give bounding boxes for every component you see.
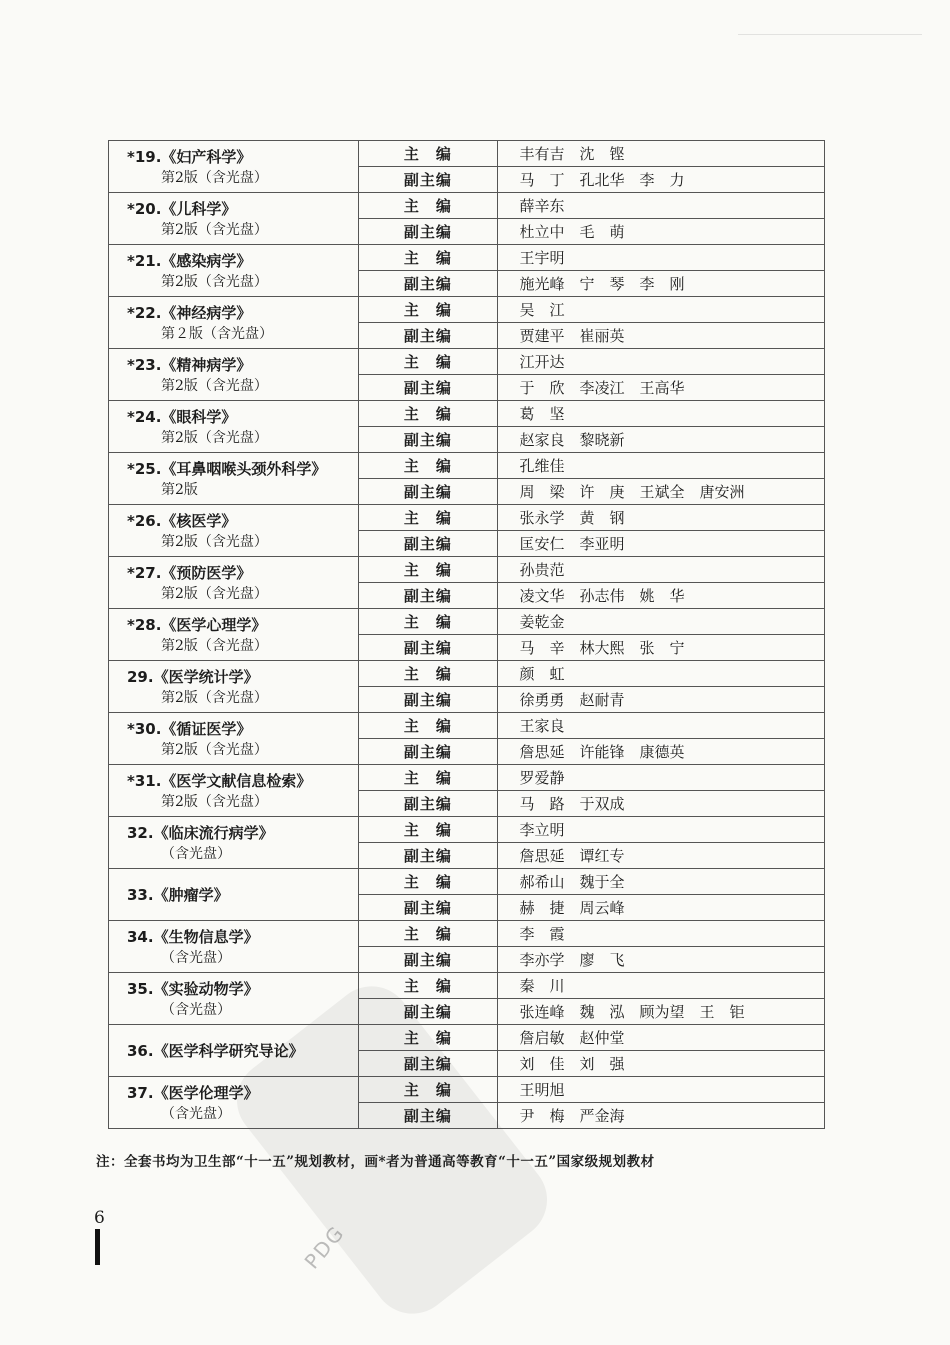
deputy-editor-label: 副主编 [359,583,497,609]
deputy-editor-names: 赵家良 黎晓新 [497,427,824,453]
book-edition: 第2版（含光盘） [161,741,268,758]
book-title-cell [109,297,359,349]
deputy-editor-label: 副主编 [359,167,497,193]
book-number: 35. [127,979,154,998]
table-row [109,297,825,323]
book-edition: 第2版（含光盘） [161,273,268,290]
chief-editor-names: 张永学 黄 钢 [497,505,824,531]
book-title: 《神经病学》 [161,303,252,322]
chief-editor-label: 主 编 [359,505,497,531]
chief-editor-names: 丰有吉 沈 铿 [497,141,824,167]
chief-editor-label: 主 编 [359,297,497,323]
deputy-editor-label: 副主编 [359,271,497,297]
table-row [109,713,825,739]
book-title-line [127,510,358,532]
book-edition: 第2版（含光盘） [161,169,268,186]
table-row [109,557,825,583]
chief-editor-names: 王明旭 [497,1077,824,1103]
table-row [109,765,825,791]
book-title-cell [109,817,359,869]
book-title-line [127,458,358,480]
book-title: 《生物信息学》 [153,927,259,946]
page-number: 6 [94,1208,105,1228]
book-number: *30. [127,719,162,738]
chief-editor-names: 王宇明 [497,245,824,271]
deputy-editor-label: 副主编 [359,843,497,869]
book-number: 37. [127,1083,154,1102]
book-title-cell [109,505,359,557]
book-title-cell [109,557,359,609]
book-title-cell [109,193,359,245]
table-row [109,1025,825,1051]
book-title-line [127,198,358,220]
chief-editor-names: 孔维佳 [497,453,824,479]
book-edition: 第2版（含光盘） [161,429,268,446]
book-title-line [127,406,358,428]
book-title-line [127,302,358,324]
table-row [109,193,825,219]
chief-editor-names: 詹启敏 赵仲堂 [497,1025,824,1051]
book-title-cell [109,609,359,661]
deputy-editor-label: 副主编 [359,427,497,453]
book-title-cell [109,921,359,973]
book-title: 《耳鼻咽喉头颈外科学》 [161,459,327,478]
book-title: 《妇产科学》 [161,147,252,166]
footnote: 注：全套书均为卫生部“十一五”规划教材，画*者为普通高等教育“十一五”国家级规划教材 [96,1154,655,1170]
chief-editor-label: 主 编 [359,245,497,271]
book-number: *28. [127,615,162,634]
chief-editor-label: 主 编 [359,557,497,583]
book-title: 《医学伦理学》 [153,1083,259,1102]
chief-editor-names: 葛 坚 [497,401,824,427]
deputy-editor-label: 副主编 [359,1103,497,1129]
book-number: *22. [127,303,162,322]
book-title-line [127,822,358,844]
book-number: *24. [127,407,162,426]
book-title: 《医学统计学》 [153,667,259,686]
chief-editor-label: 主 编 [359,609,497,635]
book-title-cell [109,349,359,401]
book-title-line [127,978,358,1000]
book-title: 《临床流行病学》 [153,823,274,842]
book-title-line [127,718,358,740]
table-row [109,245,825,271]
deputy-editor-names: 赫 捷 周云峰 [497,895,824,921]
book-title: 《眼科学》 [161,407,237,426]
book-edition: （含光盘） [161,845,231,862]
book-title-line [127,1082,358,1104]
chief-editor-names: 秦 川 [497,973,824,999]
header-rule [738,34,922,35]
chief-editor-label: 主 编 [359,453,497,479]
book-edition: 第2版（含光盘） [161,377,268,394]
book-number: *31. [127,771,162,790]
book-title-cell [109,141,359,193]
book-title-cell [109,973,359,1025]
book-title-line [127,562,358,584]
book-title-line [127,1040,358,1062]
deputy-editor-names: 施光峰 宁 琴 李 刚 [497,271,824,297]
book-number: *23. [127,355,162,374]
chief-editor-names: 郝希山 魏于全 [497,869,824,895]
book-title: 《实验动物学》 [153,979,259,998]
book-title: 《精神病学》 [161,355,252,374]
table-row [109,869,825,895]
book-title: 《医学文献信息检索》 [161,771,312,790]
table-row [109,401,825,427]
page-edge-bar [95,1229,100,1265]
deputy-editor-label: 副主编 [359,791,497,817]
table-row [109,141,825,167]
deputy-editor-names: 詹思延 谭红专 [497,843,824,869]
deputy-editor-names: 于 欣 李凌江 王高华 [497,375,824,401]
book-title: 《循证医学》 [161,719,252,738]
table-row [109,661,825,687]
chief-editor-label: 主 编 [359,869,497,895]
deputy-editor-label: 副主编 [359,687,497,713]
book-title-line [127,884,358,906]
book-title: 《医学科学研究导论》 [153,1041,304,1060]
deputy-editor-names: 周 梁 许 庚 王斌全 唐安洲 [497,479,824,505]
book-title: 《儿科学》 [161,199,237,218]
deputy-editor-label: 副主编 [359,531,497,557]
book-number: *21. [127,251,162,270]
chief-editor-label: 主 编 [359,193,497,219]
book-title-line [127,146,358,168]
deputy-editor-label: 副主编 [359,739,497,765]
book-number: *26. [127,511,162,530]
deputy-editor-label: 副主编 [359,219,497,245]
book-edition: （含光盘） [161,1001,231,1018]
book-title-cell [109,713,359,765]
deputy-editor-label: 副主编 [359,635,497,661]
book-title-line [127,926,358,948]
deputy-editor-names: 马 路 于双成 [497,791,824,817]
book-number: *25. [127,459,162,478]
deputy-editor-names: 杜立中 毛 萌 [497,219,824,245]
book-title-cell [109,869,359,921]
deputy-editor-names: 刘 佳 刘 强 [497,1051,824,1077]
book-title: 《预防医学》 [161,563,252,582]
book-title-cell [109,401,359,453]
book-number: 33. [127,885,154,904]
deputy-editor-label: 副主编 [359,895,497,921]
book-edition: 第2版（含光盘） [161,689,268,706]
book-title-line [127,614,358,636]
chief-editor-names: 罗爱静 [497,765,824,791]
chief-editor-names: 孙贵范 [497,557,824,583]
chief-editor-names: 江开达 [497,349,824,375]
book-title-line [127,770,358,792]
chief-editor-names: 颜 虹 [497,661,824,687]
deputy-editor-label: 副主编 [359,375,497,401]
book-edition: （含光盘） [161,1105,231,1122]
book-number: *19. [127,147,162,166]
book-edition: 第2版（含光盘） [161,793,268,810]
table-row [109,817,825,843]
deputy-editor-names: 徐勇勇 赵耐青 [497,687,824,713]
chief-editor-label: 主 编 [359,349,497,375]
deputy-editor-label: 副主编 [359,999,497,1025]
book-title-cell [109,1077,359,1129]
book-number: 29. [127,667,154,686]
book-title: 《医学心理学》 [161,615,267,634]
chief-editor-names: 李 霞 [497,921,824,947]
deputy-editor-names: 马 丁 孔北华 李 力 [497,167,824,193]
deputy-editor-names: 詹思延 许能锋 康德英 [497,739,824,765]
chief-editor-label: 主 编 [359,401,497,427]
deputy-editor-names: 匡安仁 李亚明 [497,531,824,557]
book-title-line [127,250,358,272]
book-title-cell [109,1025,359,1077]
chief-editor-names: 吴 江 [497,297,824,323]
chief-editor-names: 姜乾金 [497,609,824,635]
book-title-line [127,354,358,376]
deputy-editor-label: 副主编 [359,1051,497,1077]
deputy-editor-names: 李亦学 廖 飞 [497,947,824,973]
book-title-cell [109,453,359,505]
chief-editor-label: 主 编 [359,765,497,791]
chief-editor-label: 主 编 [359,817,497,843]
book-title: 《核医学》 [161,511,237,530]
chief-editor-label: 主 编 [359,713,497,739]
table-row [109,1077,825,1103]
deputy-editor-names: 马 辛 林大熙 张 宁 [497,635,824,661]
book-title-cell [109,661,359,713]
book-title: 《感染病学》 [161,251,252,270]
watermark-text: PDG [299,1220,350,1274]
book-number: 36. [127,1041,154,1060]
book-title-cell [109,765,359,817]
chief-editor-label: 主 编 [359,1025,497,1051]
deputy-editor-names: 尹 梅 严金海 [497,1103,824,1129]
deputy-editor-names: 贾建平 崔丽英 [497,323,824,349]
book-edition: 第2版（含光盘） [161,637,268,654]
chief-editor-label: 主 编 [359,921,497,947]
table-body [109,141,825,1129]
deputy-editor-label: 副主编 [359,947,497,973]
table-row [109,505,825,531]
chief-editor-label: 主 编 [359,973,497,999]
table-row [109,973,825,999]
deputy-editor-names: 张连峰 魏 泓 顾为望 王 钜 [497,999,824,1025]
book-edition: 第2版 [161,481,198,498]
book-number: *27. [127,563,162,582]
table-row [109,609,825,635]
chief-editor-names: 王家良 [497,713,824,739]
chief-editor-label: 主 编 [359,661,497,687]
book-number: 34. [127,927,154,946]
chief-editor-names: 薛辛东 [497,193,824,219]
chief-editor-label: 主 编 [359,141,497,167]
deputy-editor-label: 副主编 [359,479,497,505]
textbook-editor-table [108,140,825,1129]
deputy-editor-label: 副主编 [359,323,497,349]
chief-editor-label: 主 编 [359,1077,497,1103]
book-edition: 第２版（含光盘） [161,325,273,342]
book-title-line [127,666,358,688]
deputy-editor-names: 凌文华 孙志伟 姚 华 [497,583,824,609]
book-title: 《肿瘤学》 [153,885,229,904]
book-edition: 第2版（含光盘） [161,533,268,550]
table-row [109,349,825,375]
book-edition: 第2版（含光盘） [161,221,268,238]
table-row [109,921,825,947]
book-edition: 第2版（含光盘） [161,585,268,602]
book-number: *20. [127,199,162,218]
chief-editor-names: 李立明 [497,817,824,843]
book-title-cell [109,245,359,297]
book-edition: （含光盘） [161,949,231,966]
book-number: 32. [127,823,154,842]
table-row [109,453,825,479]
